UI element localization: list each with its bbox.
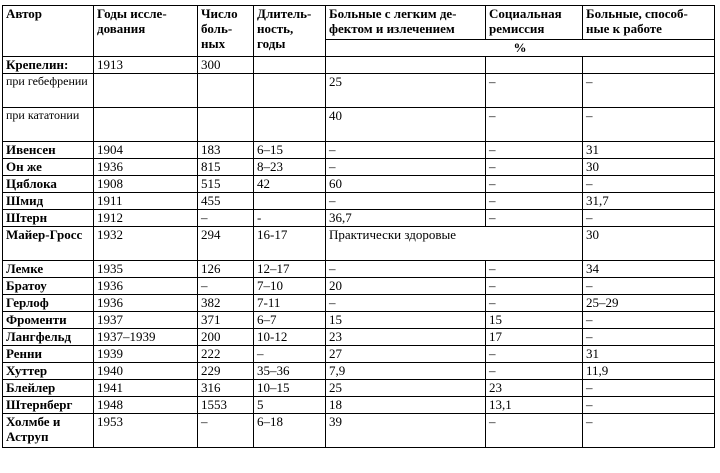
- outcome-studies-table: [2, 5, 715, 448]
- duration-cell: 5: [254, 397, 326, 414]
- author-cell: Фроменти: [3, 312, 94, 329]
- able-to-work-cell: 30: [583, 159, 715, 176]
- mild-defect-cell: [326, 57, 486, 74]
- count-cell: 515: [198, 176, 254, 193]
- table-row: [3, 108, 715, 142]
- social-remission-cell: 15: [486, 312, 583, 329]
- years-cell: 1936: [94, 159, 198, 176]
- able-to-work-cell: [583, 57, 715, 74]
- header-social: Социальная ремиссия: [486, 6, 583, 40]
- years-cell: 1913: [94, 57, 198, 74]
- mild-defect-cell: –: [326, 159, 486, 176]
- author-cell: Крепелин:: [3, 57, 94, 74]
- mild-defect-cell: 60: [326, 176, 486, 193]
- table-body: [3, 57, 715, 448]
- table-row: [3, 142, 715, 159]
- count-cell: 183: [198, 142, 254, 159]
- mild-defect-cell: –: [326, 142, 486, 159]
- mild-defect-cell: 36,7: [326, 210, 486, 227]
- social-remission-cell: –: [486, 278, 583, 295]
- duration-cell: 35–36: [254, 363, 326, 380]
- years-cell: 1908: [94, 176, 198, 193]
- duration-cell: [254, 57, 326, 74]
- able-to-work-cell: 31,7: [583, 193, 715, 210]
- duration-cell: -: [254, 210, 326, 227]
- years-cell: [94, 108, 198, 142]
- social-remission-cell: –: [486, 74, 583, 108]
- table-row: [3, 329, 715, 346]
- social-remission-cell: –: [486, 193, 583, 210]
- table-row: [3, 380, 715, 397]
- table-row: [3, 295, 715, 312]
- table-row: [3, 414, 715, 448]
- author-cell: Он же: [3, 159, 94, 176]
- able-to-work-cell: –: [583, 414, 715, 448]
- count-cell: –: [198, 278, 254, 295]
- social-remission-cell: –: [486, 414, 583, 448]
- duration-cell: 12–17: [254, 261, 326, 278]
- able-to-work-cell: 31: [583, 142, 715, 159]
- social-remission-cell: –: [486, 261, 583, 278]
- able-to-work-cell: –: [583, 210, 715, 227]
- mild-defect-cell: –: [326, 295, 486, 312]
- mild-defect-cell: 20: [326, 278, 486, 295]
- social-remission-cell: –: [486, 108, 583, 142]
- header-author: Автор: [3, 6, 94, 57]
- duration-cell: 10–15: [254, 380, 326, 397]
- social-remission-cell: –: [486, 159, 583, 176]
- able-to-work-cell: –: [583, 176, 715, 193]
- duration-cell: 6–18: [254, 414, 326, 448]
- author-cell: Братоу: [3, 278, 94, 295]
- duration-cell: 42: [254, 176, 326, 193]
- table-row: [3, 278, 715, 295]
- table-row: [3, 346, 715, 363]
- author-cell: Ренни: [3, 346, 94, 363]
- duration-cell: [254, 108, 326, 142]
- count-cell: [198, 108, 254, 142]
- count-cell: [198, 74, 254, 108]
- header-percent: %: [326, 40, 715, 57]
- social-remission-cell: –: [486, 295, 583, 312]
- duration-cell: 16-17: [254, 227, 326, 261]
- social-remission-cell: –: [486, 363, 583, 380]
- able-to-work-cell: 25–29: [583, 295, 715, 312]
- author-cell: Штернберг: [3, 397, 94, 414]
- years-cell: 1932: [94, 227, 198, 261]
- able-to-work-cell: –: [583, 380, 715, 397]
- header-duration: Длитель-ность, годы: [254, 6, 326, 57]
- author-cell: Майер-Гросс: [3, 227, 94, 261]
- author-cell: Цяблока: [3, 176, 94, 193]
- count-cell: 126: [198, 261, 254, 278]
- able-to-work-cell: 31: [583, 346, 715, 363]
- able-to-work-cell: –: [583, 278, 715, 295]
- table-row: [3, 74, 715, 108]
- mild-defect-cell: 7,9: [326, 363, 486, 380]
- mild-defect-cell: 25: [326, 74, 486, 108]
- count-cell: 1553: [198, 397, 254, 414]
- mild-defect-cell: –: [326, 193, 486, 210]
- mild-defect-cell: –: [326, 261, 486, 278]
- table-row: [3, 363, 715, 380]
- social-remission-cell: –: [486, 176, 583, 193]
- author-cell: Холмбе и Аструп: [3, 414, 94, 448]
- years-cell: 1912: [94, 210, 198, 227]
- table-row: [3, 57, 715, 74]
- able-to-work-cell: –: [583, 74, 715, 108]
- social-remission-cell: –: [486, 210, 583, 227]
- mild-defect-cell: 40: [326, 108, 486, 142]
- years-cell: 1941: [94, 380, 198, 397]
- duration-cell: 7–10: [254, 278, 326, 295]
- count-cell: 316: [198, 380, 254, 397]
- table-row: [3, 227, 715, 261]
- years-cell: 1904: [94, 142, 198, 159]
- author-cell: Герлоф: [3, 295, 94, 312]
- count-cell: 455: [198, 193, 254, 210]
- count-cell: 222: [198, 346, 254, 363]
- years-cell: 1948: [94, 397, 198, 414]
- years-cell: [94, 74, 198, 108]
- mild-defect-cell: 25: [326, 380, 486, 397]
- table-row: [3, 210, 715, 227]
- header-years: Годы иссле-дования: [94, 6, 198, 57]
- count-cell: 229: [198, 363, 254, 380]
- author-cell: Ивенсен: [3, 142, 94, 159]
- able-to-work-cell: 11,9: [583, 363, 715, 380]
- author-cell: Штерн: [3, 210, 94, 227]
- header-row: [3, 6, 715, 40]
- years-cell: 1936: [94, 295, 198, 312]
- years-cell: 1937–1939: [94, 329, 198, 346]
- count-cell: –: [198, 210, 254, 227]
- author-cell: при гебефрении: [3, 74, 94, 108]
- able-to-work-cell: –: [583, 329, 715, 346]
- duration-cell: 10-12: [254, 329, 326, 346]
- social-remission-cell: 23: [486, 380, 583, 397]
- duration-cell: [254, 193, 326, 210]
- years-cell: 1940: [94, 363, 198, 380]
- social-remission-cell: –: [486, 346, 583, 363]
- header-work: Больные, способ-ные к работе: [583, 6, 715, 40]
- years-cell: 1936: [94, 278, 198, 295]
- author-cell: Лемке: [3, 261, 94, 278]
- author-cell: Лангфельд: [3, 329, 94, 346]
- social-remission-cell: –: [486, 142, 583, 159]
- able-to-work-cell: –: [583, 397, 715, 414]
- count-cell: 382: [198, 295, 254, 312]
- author-cell: при кататонии: [3, 108, 94, 142]
- duration-cell: –: [254, 346, 326, 363]
- table-row: [3, 176, 715, 193]
- mild-defect-cell: 27: [326, 346, 486, 363]
- count-cell: 300: [198, 57, 254, 74]
- duration-cell: 8–23: [254, 159, 326, 176]
- years-cell: 1953: [94, 414, 198, 448]
- count-cell: 371: [198, 312, 254, 329]
- table-row: [3, 312, 715, 329]
- header-count: Число боль-ных: [198, 6, 254, 57]
- count-cell: 815: [198, 159, 254, 176]
- count-cell: 200: [198, 329, 254, 346]
- count-cell: –: [198, 414, 254, 448]
- mild-defect-cell: 18: [326, 397, 486, 414]
- able-to-work-cell: 34: [583, 261, 715, 278]
- mild-defect-cell: Практически здоровые: [326, 227, 583, 261]
- years-cell: 1939: [94, 346, 198, 363]
- table-row: [3, 261, 715, 278]
- years-cell: 1911: [94, 193, 198, 210]
- duration-cell: 6–7: [254, 312, 326, 329]
- mild-defect-cell: 15: [326, 312, 486, 329]
- mild-defect-cell: 39: [326, 414, 486, 448]
- years-cell: 1937: [94, 312, 198, 329]
- social-remission-cell: 17: [486, 329, 583, 346]
- able-to-work-cell: –: [583, 108, 715, 142]
- duration-cell: [254, 74, 326, 108]
- able-to-work-cell: –: [583, 312, 715, 329]
- duration-cell: 6–15: [254, 142, 326, 159]
- duration-cell: 7-11: [254, 295, 326, 312]
- author-cell: Шмид: [3, 193, 94, 210]
- count-cell: 294: [198, 227, 254, 261]
- table-row: [3, 193, 715, 210]
- social-remission-cell: 13,1: [486, 397, 583, 414]
- table-row: [3, 159, 715, 176]
- able-to-work-cell: 30: [583, 227, 715, 261]
- table-row: [3, 397, 715, 414]
- header-mild: Больные с легким де-фектом и излечением: [326, 6, 486, 40]
- author-cell: Блейлер: [3, 380, 94, 397]
- author-cell: Хуттер: [3, 363, 94, 380]
- mild-defect-cell: 23: [326, 329, 486, 346]
- years-cell: 1935: [94, 261, 198, 278]
- social-remission-cell: [486, 57, 583, 74]
